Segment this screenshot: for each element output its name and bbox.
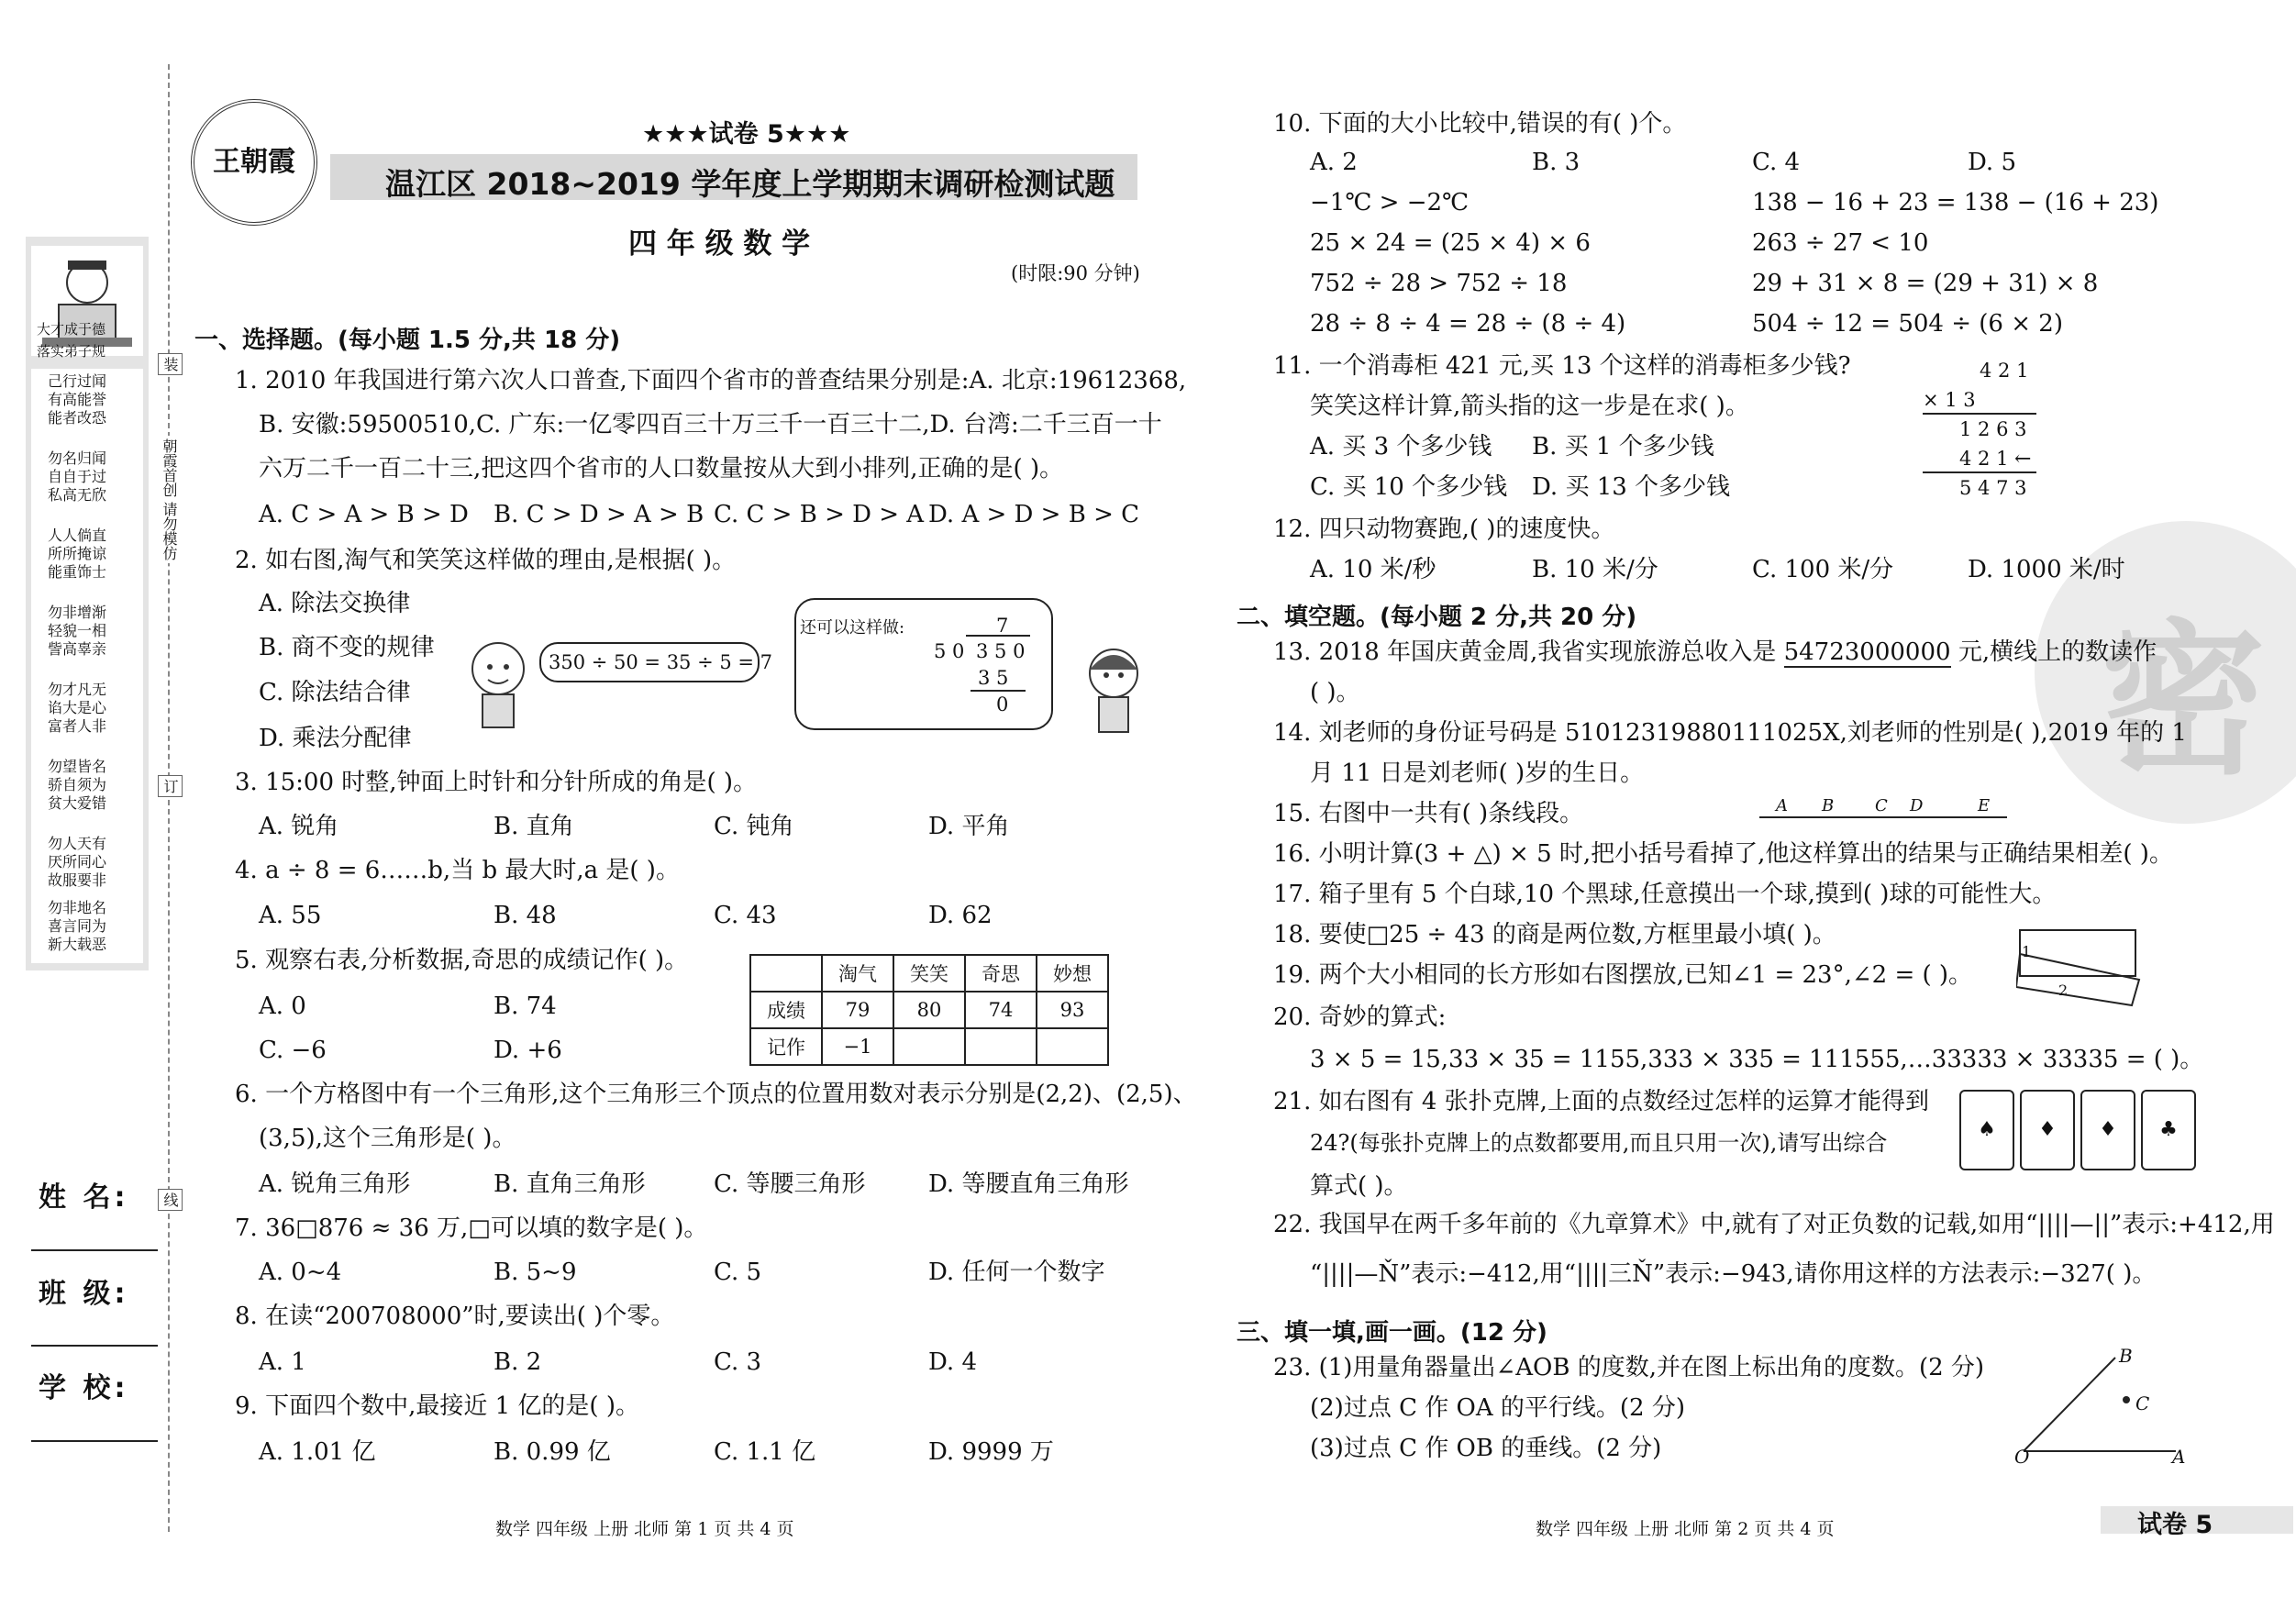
option[interactable]: D. 任何一个数字 [928,1259,1105,1286]
divisor: 5 0 [934,640,965,662]
table-row [750,955,1108,992]
calc-row: 4 2 1 [1959,448,2009,470]
question-text: 20. 奇妙的算式: [1273,1004,1447,1031]
table-cell: 笑笑 [893,955,965,992]
question-text: (2)过点 C 作 OA 的平行线。(2 分) [1310,1394,1685,1422]
playing-card: ♦ [2020,1090,2075,1170]
sidebar-motto: 勿非地名 喜言同为 新大载恶 [48,899,107,953]
option[interactable]: B. 48 [494,902,557,929]
table-cell: 93 [1037,992,1108,1028]
playing-card: ♦ [2080,1090,2135,1170]
score-table [749,954,1109,1066]
class-label: 班 级: [39,1278,129,1310]
sidebar-slogan-2: 落实弟子规 [37,343,106,360]
option[interactable]: A. 55 [259,902,322,929]
girl-illustration [1077,642,1150,734]
sidebar-motto: 勿望皆名 骄自须为 贫大爱错 [48,758,107,812]
question-text: B. 安徽:59500510,C. 广东:一亿零四百三十万三千一百三十二,D. 台湾:二千三百一十 [259,411,1162,438]
option[interactable]: B. 0.99 亿 [494,1438,611,1466]
sidebar-motto: 人人倘直 所所掩谅 能重饰士 [48,527,107,581]
option[interactable]: C. 43 [714,902,777,929]
q13-number: 54723000000 [1783,638,1951,666]
table-cell: 成绩 [750,992,822,1028]
option[interactable]: B. 直角 [494,813,574,840]
name-field[interactable] [31,1249,158,1251]
option[interactable]: C. 4 [1752,149,1801,176]
option[interactable]: A. 1 [259,1348,306,1376]
option[interactable]: C. 除法结合律 [259,679,411,706]
angle-figure [2014,1347,2198,1457]
option[interactable]: C. 买 10 个多少钱 [1310,473,1508,501]
sidebar-motto: 己行过闻 有高能誉 能者改恐 [48,372,107,427]
school-field[interactable] [31,1440,158,1442]
table-cell: 74 [965,992,1037,1028]
question-text: 17. 箱子里有 5 个白球,10 个黑球,任意摸出一个球,摸到( )球的可能性大。 [1273,881,2057,908]
option[interactable]: B. 直角三角形 [494,1170,646,1198]
option[interactable]: C. 100 米/分 [1752,556,1894,583]
sidebar-motto: 勿名归闻 自自于过 私高无欣 [48,449,107,504]
option[interactable]: D. 62 [928,902,993,929]
time-limit: (时限:90 分钟) [1011,262,1140,284]
table-cell: 奇思 [965,955,1037,992]
option[interactable]: D. A > D > B > C [928,501,1140,528]
option[interactable]: D. 4 [928,1348,977,1376]
sidebar-illustration [31,246,143,356]
point-label: C [2135,1392,2150,1414]
question-text: 3. 15:00 时整,钟面上时针和分针所成的角是( )。 [235,769,758,796]
question-text: 6. 一个方格图中有一个三角形,这个三角形三个顶点的位置用数对表示分别是(2,2)、(2,5)、 [235,1081,1197,1108]
option[interactable]: B. 商不变的规律 [259,634,435,661]
question-text: 21. 如右图有 4 张扑克牌,上面的点数经过怎样的运算才能得到 [1273,1088,1929,1115]
option[interactable]: C. 等腰三角形 [714,1170,866,1198]
class-field[interactable] [31,1345,158,1347]
binding-mark: 装 [158,353,183,375]
arrow-left-icon: ← [2014,448,2032,471]
option[interactable]: A. 锐角 [259,813,339,840]
option[interactable]: D. 等腰直角三角形 [928,1170,1129,1198]
calc-row: × 1 3 [1923,389,1976,411]
option[interactable]: D. 平角 [928,813,1010,840]
calc-row: 1 2 6 3 [1959,418,2027,440]
dividend: 3 5 0 [976,640,1026,662]
sidebar-motto: 勿才凡无 谄大是心 富者人非 [48,681,107,735]
binding-note: 朝霞首创 请勿模仿 [158,436,181,563]
q13-text-b: 元,横线上的数读作 [1958,638,2157,666]
binding-line [168,64,170,1532]
question-text [1273,640,2157,664]
table-cell: 妙想 [1037,955,1108,992]
option[interactable]: B. 买 1 个多少钱 [1532,433,1714,460]
option[interactable]: B. 2 [494,1348,542,1376]
table-cell [893,1028,965,1065]
table-row [750,1028,1108,1065]
option[interactable]: A. 0~4 [259,1259,342,1286]
division-bar [971,690,1026,692]
bubble-text: 还可以这样做: [800,618,905,638]
point-label: B [2119,1345,2133,1367]
boy-illustration [457,638,539,729]
calc-row: 5 4 7 3 [1959,477,2027,499]
option[interactable]: A. 2 [1310,149,1358,176]
option[interactable]: A. 1.01 亿 [259,1438,376,1466]
question-text: 5. 观察右表,分析数据,奇思的成绩记作( )。 [235,947,689,974]
option[interactable]: D. +6 [494,1037,562,1064]
point-label: D [1910,796,1924,815]
option[interactable]: D. 9999 万 [928,1438,1054,1466]
point-label: O [2014,1446,2030,1468]
question-text: 月 11 日是刘老师( )岁的生日。 [1310,760,1645,787]
point-label: A [1776,796,1788,815]
option[interactable]: B. 10 米/分 [1532,556,1658,583]
option[interactable]: B. 5~9 [494,1259,577,1286]
logo: 王朝霞 [191,99,317,226]
question-text: 16. 小明计算(3 + △) × 5 时,把小括号看掉了,他这样算出的结果与正确结果相差( )。 [1273,840,2173,868]
expression: 263 ÷ 27 < 10 [1752,229,1929,257]
option[interactable]: C. 钝角 [714,813,794,840]
option[interactable]: A. 除法交换律 [259,590,411,617]
option[interactable]: A. 0 [259,993,306,1020]
option[interactable]: C. 5 [714,1259,762,1286]
question-text: 4. a ÷ 8 = 6……b,当 b 最大时,a 是( )。 [235,857,680,884]
expression: 3 × 5 = 15,33 × 35 = 1155,333 × 335 = 111555,…33333 × 33335 = ( )。 [1310,1046,2204,1073]
line-segment-figure [1759,816,2007,818]
calc-line [1923,471,2036,473]
option[interactable]: B. C > D > A > B [494,501,704,528]
table-row [750,992,1108,1028]
question-text: 18. 要使□25 ÷ 43 的商是两位数,方框里最小填( )。 [1273,921,1836,948]
question-text: 24?(每张扑克牌上的点数都要用,而且只用一次),请写出综合 [1310,1130,1888,1156]
question-text: 六万二千一百二十三,把这四个省市的人口数量按从大到小排列,正确的是( )。 [259,455,1064,482]
sidebar-motto: 勿非增渐 轻貌一相 訾高辜亲 [48,604,107,658]
expression: 752 ÷ 28 > 752 ÷ 18 [1310,270,1568,297]
product: 3 5 [978,667,1009,689]
binding-mark: 线 [158,1189,183,1211]
q13-text-a: 13. 2018 年国庆黄金周,我省实现旅游总收入是 [1273,638,1777,666]
expression: 25 × 24 = (25 × 4) × 6 [1310,229,1591,257]
expression: 29 + 31 × 8 = (29 + 31) × 8 [1752,270,2099,297]
question-text: 2. 如右图,淘气和笑笑这样做的理由,是根据( )。 [235,547,737,574]
remainder: 0 [996,693,1009,715]
expression: 504 ÷ 12 = 504 ÷ (6 × 2) [1752,310,2063,338]
option[interactable]: D. 乘法分配律 [259,725,412,752]
option[interactable]: A. 锐角三角形 [259,1170,411,1198]
table-cell: 淘气 [822,955,893,992]
option[interactable]: D. 1000 米/时 [1968,556,2125,583]
section-title: 二、填空题。(每小题 2 分,共 20 分) [1237,604,1637,631]
question-text: 10. 下面的大小比较中,错误的有( )个。 [1273,110,1687,138]
angle-label: 1 [2022,943,2032,960]
page-title: 温江区 2018~2019 学年度上学期期末调研检测试题 [385,166,1115,202]
expression: −1℃ > −2℃ [1310,189,1470,216]
question-text: 14. 刘老师的身份证号码是 51012319880111025X,刘老师的性别是( ),2019 年的 1 [1273,719,2187,747]
bubble-text: 350 ÷ 50 = 35 ÷ 5 = 7 [549,651,773,673]
table-cell: 80 [893,992,965,1028]
question-text: 15. 右图中一共有( )条线段。 [1273,800,1584,827]
question-text: 8. 在读“200708000”时,要读出( )个零。 [235,1303,675,1330]
rectangles-figure [2016,926,2143,1009]
playing-card: ♣ [2141,1090,2196,1170]
name-label: 姓 名: [39,1181,129,1214]
table-cell [1037,1028,1108,1065]
page-footer: 数学 四年级 上册 北师 第 2 页 共 4 页 [1536,1519,1835,1539]
option[interactable]: A. 10 米/秒 [1310,556,1436,583]
expression: 138 − 16 + 23 = 138 − (16 + 23) [1752,189,2159,216]
table-cell [750,955,822,992]
table-cell: −1 [822,1028,893,1065]
section-title: 三、填一填,画一画。(12 分) [1237,1319,1547,1347]
table-cell [965,1028,1037,1065]
question-text: 7. 36□876 ≈ 36 万,□可以填的数字是( )。 [235,1214,708,1242]
answer-blank[interactable]: 算式( )。 [1310,1172,1408,1200]
corner-label: 试卷 5 [2137,1511,2213,1539]
division-bar [966,635,1030,637]
playing-card: ♠ [1959,1090,2014,1170]
table-cell: 记作 [750,1028,822,1065]
point-label: B [1822,796,1835,815]
point-label: A [2172,1446,2186,1468]
point-label: E [1978,796,1991,815]
option[interactable]: C. −6 [259,1037,327,1064]
series-label: ★★★试卷 5★★★ [642,120,851,149]
question-text: (3,5),这个三角形是( )。 [259,1125,516,1152]
option[interactable]: A. C > A > B > D [259,501,469,528]
question-text: 12. 四只动物赛跑,( )的速度快。 [1273,516,1615,543]
subject-title: 四 年 级 数 学 [628,227,811,261]
calc-row: 4 2 1 [1980,360,2029,382]
option[interactable]: B. 74 [494,993,557,1020]
question-text: 19. 两个大小相同的长方形如右图摆放,已知∠1 = 23°,∠2 = ( )。 [1273,961,1973,989]
angle-label: 2 [2058,981,2069,999]
question-text: 11. 一个消毒柜 421 元,买 13 个这样的消毒柜多少钱? [1273,352,1851,380]
question-text: 笑笑这样计算,箭头指的这一步是在求( )。 [1310,393,1749,420]
expression: 28 ÷ 8 ÷ 4 = 28 ÷ (8 ÷ 4) [1310,310,1626,338]
point-label: C [1875,796,1888,815]
option[interactable]: D. 买 13 个多少钱 [1532,473,1731,501]
sidebar-motto: 勿人天有 厌所同心 故服要非 [48,835,107,889]
quotient: 7 [996,615,1009,637]
sidebar-slogan-1: 大才成于德 [37,321,106,338]
question-text: 1. 2010 年我国进行第六次人口普查,下面四个省市的普查结果分别是:A. 北京:19612368, [235,367,1187,394]
option[interactable]: C. 3 [714,1348,762,1376]
option[interactable]: A. 买 3 个多少钱 [1310,433,1492,460]
question-text: 22. 我国早在两千多年前的《九章算术》中,就有了对正负数的记载,如用“||||—||”表示:+412,用 [1273,1211,2275,1238]
stamp-text: 密 [2101,604,2267,797]
school-label: 学 校: [39,1372,129,1404]
section-title: 一、选择题。(每小题 1.5 分,共 18 分) [194,327,621,354]
answer-blank[interactable]: ( )。 [1310,679,1360,706]
table-cell: 79 [822,992,893,1028]
binding-mark: 订 [158,775,183,797]
question-text: 9. 下面四个数中,最接近 1 亿的是( )。 [235,1392,639,1420]
calc-line [1923,413,2036,415]
option[interactable]: D. 5 [1968,149,2016,176]
option[interactable]: B. 3 [1532,149,1581,176]
question-text: (3)过点 C 作 OB 的垂线。(2 分) [1310,1435,1662,1462]
option[interactable]: C. C > B > D > A [714,501,925,528]
option[interactable]: C. 1.1 亿 [714,1438,816,1466]
question-text: 23. (1)用量角器量出∠AOB 的度数,并在图上标出角的度数。(2 分) [1273,1354,1985,1381]
question-text: “||||—Ň”表示:−412,用“||||三Ň”表示:−943,请你用这样的方法表示:−327( )。 [1310,1260,2157,1288]
page-footer: 数学 四年级 上册 北师 第 1 页 共 4 页 [495,1519,794,1539]
